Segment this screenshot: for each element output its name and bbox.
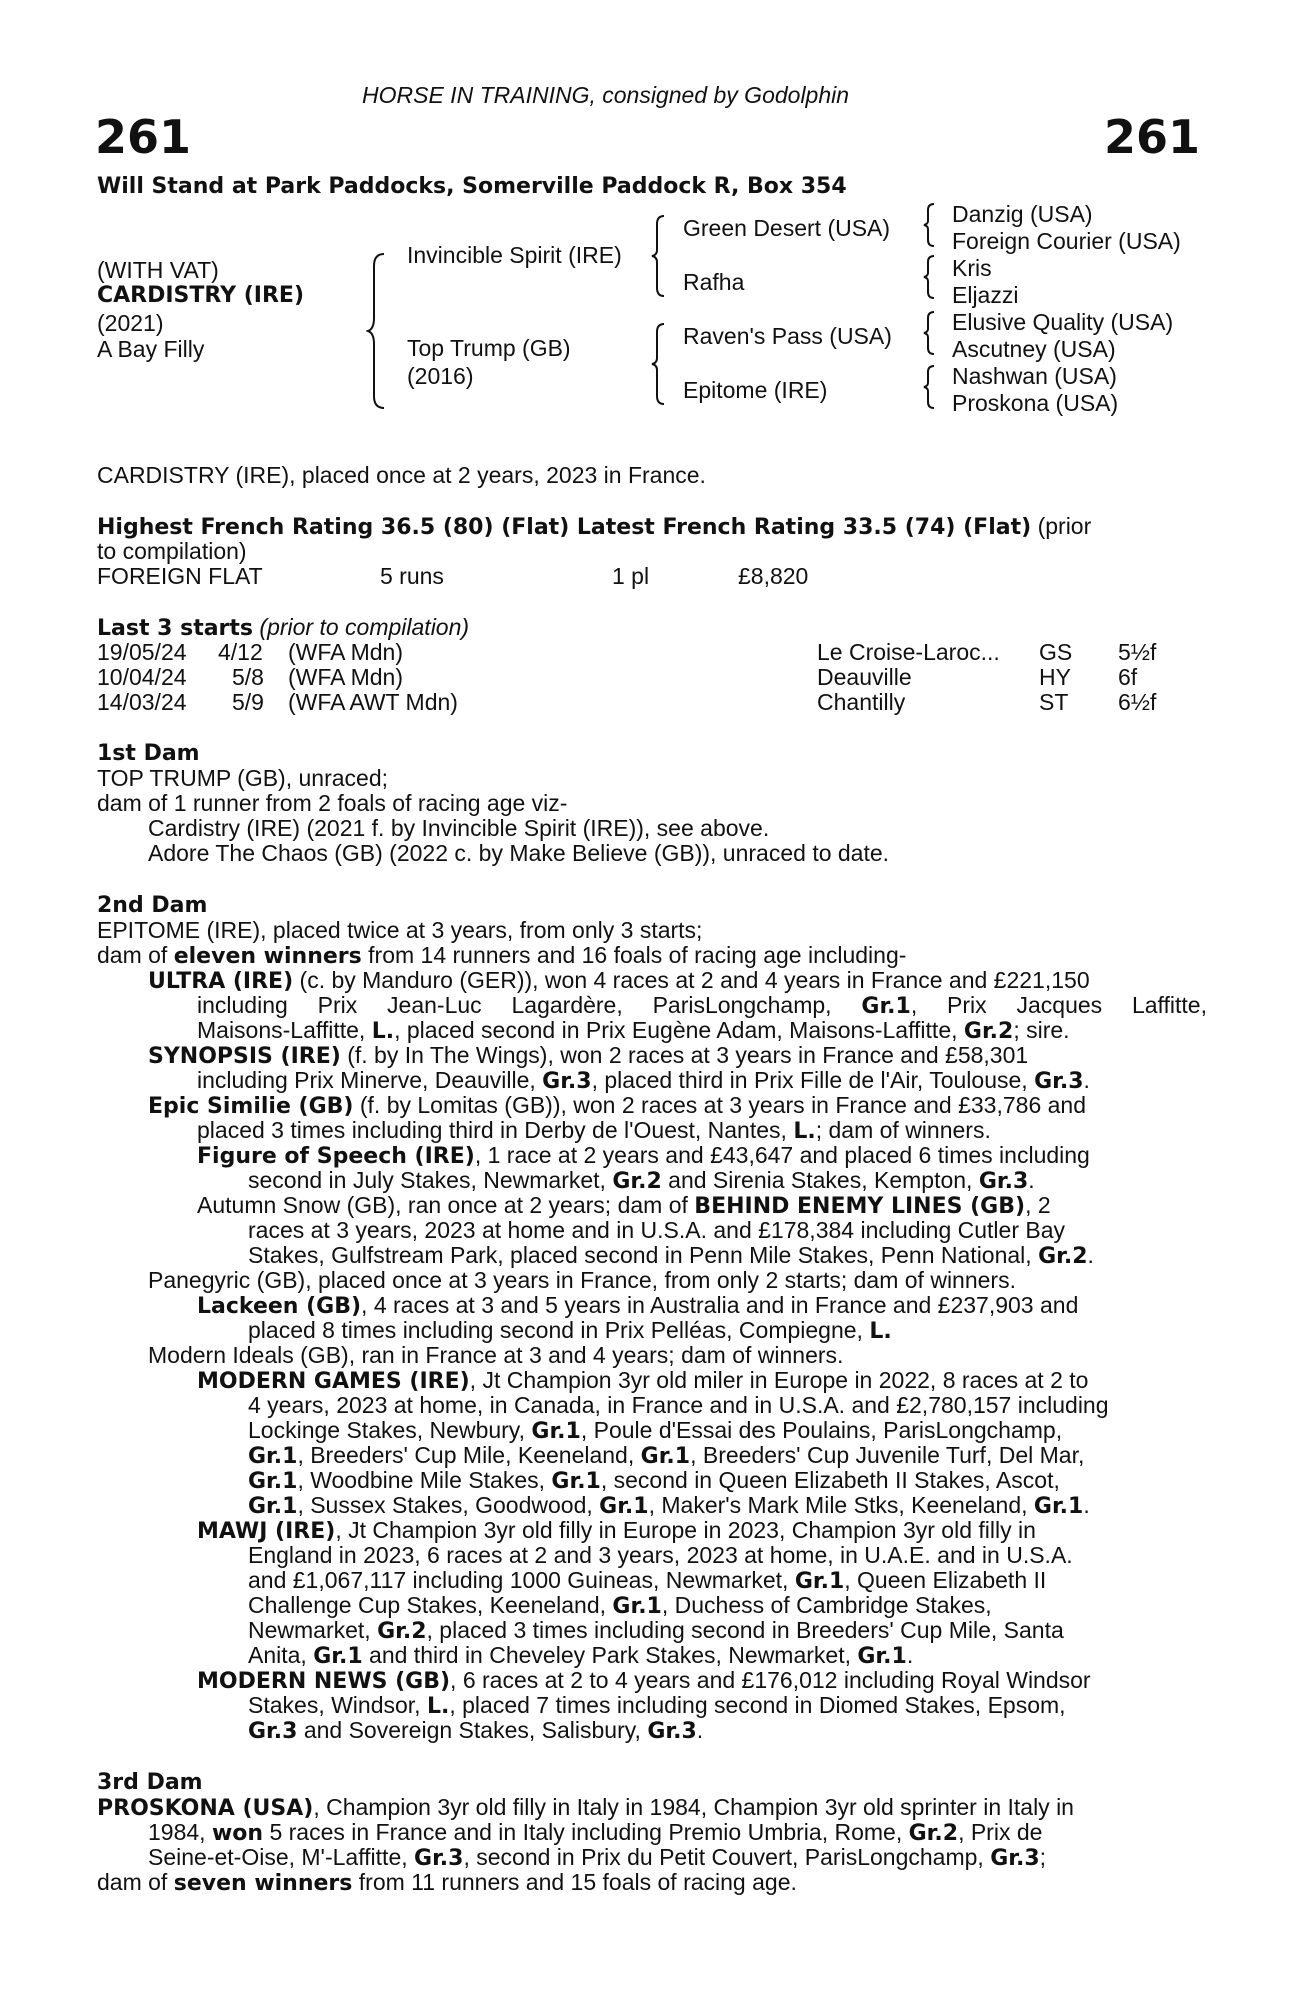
won: won — [211, 1821, 264, 1846]
last-starts-note: (prior to compilation) — [259, 614, 470, 640]
figure-line1 — [197, 1143, 1090, 1169]
start-date: 19/05/24 — [97, 639, 187, 665]
text: , second in Prix du Petit Couvert, ParisLongchamp, — [463, 1844, 991, 1870]
autumn-line2: races at 3 years, 2023 at home and in U.S.A. and £178,384 including Cutler Bay — [248, 1217, 1066, 1243]
dam3-heading: 3rd Dam — [97, 1770, 203, 1795]
text: placed 3 times including third in Derby de l'Ouest, Nantes, — [197, 1117, 794, 1143]
start-race: (WFA Mdn) — [288, 639, 404, 665]
grade-1: Gr.1 — [248, 1444, 298, 1469]
pedigree-dam: Top Trump (GB) — [407, 335, 571, 361]
text: dam of — [97, 942, 174, 968]
start-position: 4/12 — [218, 639, 263, 665]
horse-year: (2021) — [97, 310, 164, 336]
text: Stakes, Windsor, — [248, 1692, 427, 1718]
mawj-line2: England in 2023, 6 races at 2 and 3 years, 2023 at home, in U.A.E. and in U.S.A. — [248, 1542, 1073, 1568]
pedigree-g3-8: Proskona (USA) — [952, 390, 1119, 416]
dam3-line2 — [148, 1820, 1042, 1846]
grade-1: Gr.1 — [640, 1444, 691, 1469]
ultra-line2 — [197, 993, 1207, 1019]
listed: L. — [426, 1694, 450, 1719]
grade-3: Gr.3 — [978, 1169, 1029, 1194]
pedigree-sire: Invincible Spirit (IRE) — [407, 242, 622, 268]
text: Stakes, Gulfstream Park, placed second in Penn Mile Stakes, Penn National, — [248, 1242, 1039, 1268]
mg-line3 — [248, 1418, 1062, 1444]
grade-3: Gr.3 — [1034, 1069, 1084, 1094]
start-distance: 5½f — [1118, 639, 1157, 665]
start-course: Deauville — [817, 664, 912, 690]
text: ; dam of winners. — [815, 1117, 991, 1143]
grade-1: Gr.1 — [1033, 1494, 1084, 1519]
proskona-name: PROSKONA (USA) — [97, 1796, 314, 1821]
pedigree-brace-sire — [650, 214, 668, 298]
pedigree-dam-dam: Epitome (IRE) — [683, 377, 828, 403]
text: and £1,067,117 including 1000 Guineas, Newmarket, — [248, 1567, 795, 1593]
listed: L. — [793, 1119, 816, 1144]
pedigree-g3-4: Eljazzi — [952, 282, 1019, 308]
record-runs: 5 runs — [380, 563, 444, 589]
mn-line1 — [197, 1668, 1091, 1694]
mawj-name: MAWJ (IRE) — [197, 1519, 336, 1544]
text: , Prix de — [958, 1819, 1043, 1845]
mawj-line1 — [197, 1518, 1036, 1544]
mg-line1 — [197, 1368, 1088, 1394]
ratings-tail: (prior — [1037, 513, 1092, 539]
text: and Sovereign Stakes, Salisbury, — [297, 1717, 648, 1743]
pedigree-brace-main — [366, 252, 390, 410]
mawj-line4 — [248, 1593, 992, 1619]
text: Anita, — [248, 1642, 314, 1668]
mawj-line6 — [248, 1643, 913, 1669]
text: , placed second in Prix Eugène Adam, Maisons-Laffitte, — [394, 1017, 964, 1043]
figure-name: Figure of Speech (IRE) — [197, 1144, 475, 1169]
text: placed 8 times including second in Prix Pelléas, Compiegne, — [248, 1317, 870, 1343]
synopsis-name: SYNOPSIS (IRE) — [148, 1044, 341, 1069]
text: , placed 3 times including second in Breeders' Cup Mile, Santa — [426, 1617, 1064, 1643]
lackeen-line1 — [197, 1293, 1078, 1319]
lot-number-right: 261 — [1103, 110, 1200, 164]
pedigree-g3-1: Danzig (USA) — [952, 201, 1093, 227]
synopsis-line1 — [148, 1043, 1028, 1069]
mg-line2: 4 years, 2023 at home, in Canada, in France and in U.S.A. and £2,780,157 including — [248, 1392, 1109, 1418]
pedigree-sire-dam: Rafha — [683, 269, 745, 295]
text: , second in Queen Elizabeth II Stakes, Ascot, — [600, 1467, 1060, 1493]
text: 1984, — [148, 1819, 212, 1845]
pedigree-g3-5: Elusive Quality (USA) — [952, 309, 1174, 335]
start-going: HY — [1039, 664, 1071, 690]
vat-label: (WITH VAT) — [97, 257, 219, 283]
start-distance: 6½f — [1118, 689, 1157, 715]
epic-line1 — [148, 1093, 1086, 1119]
pedigree-brace-dam — [650, 322, 668, 406]
dam2-line1: EPITOME (IRE), placed twice at 3 years, from only 3 starts; — [97, 917, 703, 943]
text: . — [1083, 1067, 1090, 1093]
text: (c. by Manduro (GER)), won 4 races at 2 and 4 years in France and £221,150 — [293, 967, 1090, 993]
grade-1: Gr.1 — [531, 1419, 581, 1444]
mg-line5 — [248, 1468, 1060, 1494]
ultra-line1 — [148, 968, 1090, 994]
record-label: FOREIGN FLAT — [97, 563, 263, 589]
dam1-produce-2: Adore The Chaos (GB) (2022 c. by Make Believe (GB)), unraced to date. — [148, 840, 890, 866]
text: and Sirenia Stakes, Kempton, — [661, 1167, 979, 1193]
start-going: GS — [1039, 639, 1073, 665]
text: , Jt Champion 3yr old miler in Europe in 2022, 8 races at 2 to — [469, 1367, 1089, 1393]
pedigree-sire-sire: Green Desert (USA) — [683, 215, 891, 241]
horse-description: A Bay Filly — [97, 336, 205, 362]
start-distance: 6f — [1118, 664, 1138, 690]
grade-3: Gr.3 — [542, 1069, 592, 1094]
eleven-winners: eleven winners — [173, 944, 362, 969]
grade-1: Gr.1 — [861, 994, 911, 1019]
grade-1: Gr.1 — [313, 1644, 363, 1669]
mn-line3 — [248, 1718, 703, 1744]
lot-number-left: 261 — [95, 110, 192, 164]
pedigree-g3-2: Foreign Courier (USA) — [952, 228, 1181, 254]
text: , Prix Jacques Laffitte, — [910, 992, 1207, 1018]
dam2-line2 — [97, 943, 906, 969]
synopsis-line2 — [197, 1068, 1090, 1094]
start-race: (WFA Mdn) — [288, 664, 404, 690]
grade-3: Gr.3 — [990, 1846, 1040, 1871]
epic-name: Epic Similie (GB) — [148, 1094, 354, 1119]
text: . — [696, 1717, 704, 1743]
pedigree-g3-7: Nashwan (USA) — [952, 363, 1117, 389]
epic-line2 — [197, 1118, 991, 1144]
last-starts-heading — [97, 615, 469, 641]
grade-2: Gr.2 — [1038, 1244, 1088, 1269]
dam1-line2: dam of 1 runner from 2 foals of racing age viz- — [97, 790, 568, 816]
lackeen-line2 — [248, 1318, 892, 1344]
text: . — [906, 1642, 914, 1668]
mawj-line3 — [248, 1568, 1046, 1594]
grade-1: Gr.1 — [599, 1494, 649, 1519]
pedigree-brace-g3-1 — [922, 202, 938, 248]
behind-enemy-lines-name: BEHIND ENEMY LINES (GB) — [694, 1194, 1026, 1219]
text: Lockinge Stakes, Newbury, — [248, 1417, 532, 1443]
text: Seine-et-Oise, M'-Laffitte, — [148, 1844, 415, 1870]
grade-3: Gr.3 — [414, 1846, 464, 1871]
text: , Sussex Stakes, Goodwood, — [297, 1492, 600, 1518]
modern-games-name: MODERN GAMES (IRE) — [197, 1369, 470, 1394]
text: , Champion 3yr old filly in Italy in 1984, Champion 3yr old sprinter in Italy in — [313, 1794, 1074, 1820]
dam1-line1: TOP TRUMP (GB), unraced; — [97, 765, 389, 791]
dam3-line1 — [97, 1795, 1074, 1821]
pedigree-dam-year: (2016) — [407, 363, 474, 389]
autumn-line3 — [248, 1243, 1094, 1269]
start-going: ST — [1039, 689, 1069, 715]
pedigree-g3-3: Kris — [952, 255, 992, 281]
race-summary: CARDISTRY (IRE), placed once at 2 years, 2023 in France. — [97, 462, 706, 488]
start-course: Le Croise-Laroc... — [817, 639, 1000, 665]
text: and third in Cheveley Park Stakes, Newmarket, — [362, 1642, 858, 1668]
record-placed: 1 pl — [612, 563, 650, 589]
ultra-line3 — [197, 1018, 1070, 1044]
text: , placed 7 times including second in Diomed Stakes, Epsom, — [449, 1692, 1066, 1718]
grade-2: Gr.2 — [377, 1619, 427, 1644]
modern-ideals-line: Modern Ideals (GB), ran in France at 3 and 4 years; dam of winners. — [148, 1342, 844, 1368]
mawj-line5 — [248, 1618, 1064, 1644]
modern-news-name: MODERN NEWS (GB) — [197, 1669, 451, 1694]
stabling-info: Will Stand at Park Paddocks, Somerville Paddock R, Box 354 — [97, 174, 847, 199]
grade-1: Gr.1 — [551, 1469, 601, 1494]
text: Challenge Cup Stakes, Keeneland, — [248, 1592, 613, 1618]
grade-2: Gr.2 — [612, 1169, 662, 1194]
grade-1: Gr.1 — [612, 1594, 662, 1619]
text: , Woodbine Mile Stakes, — [297, 1467, 552, 1493]
dam2-heading: 2nd Dam — [97, 893, 208, 918]
pedigree-brace-g3-4 — [922, 364, 938, 410]
text: , Jt Champion 3yr old filly in Europe in 2023, Champion 3yr old filly in — [335, 1517, 1036, 1543]
text: . — [1028, 1167, 1035, 1193]
start-position: 5/9 — [232, 689, 264, 715]
text: ; sire. — [1013, 1017, 1070, 1043]
text: including Prix Jean-Luc Lagardère, ParisLongchamp, — [197, 992, 862, 1018]
text: , placed third in Prix Fille de l'Air, Toulouse, — [591, 1067, 1035, 1093]
start-date: 14/03/24 — [97, 689, 187, 715]
autumn-line1 — [197, 1193, 1051, 1219]
start-position: 5/8 — [232, 664, 264, 690]
text: including Prix Minerve, Deauville, — [197, 1067, 543, 1093]
horse-name: CARDISTRY (IRE) — [97, 283, 305, 308]
text: , Breeders' Cup Juvenile Turf, Del Mar, — [690, 1442, 1085, 1468]
grade-3: Gr.3 — [647, 1719, 697, 1744]
record-earnings: £8,820 — [738, 563, 809, 589]
pedigree-dam-sire: Raven's Pass (USA) — [683, 323, 892, 349]
text: , Maker's Mark Mile Stks, Keeneland, — [648, 1492, 1034, 1518]
text: from 11 runners and 15 foals of racing age. — [352, 1869, 797, 1895]
text: , Duchess of Cambridge Stakes, — [661, 1592, 992, 1618]
mg-line4 — [248, 1443, 1084, 1469]
text: dam of — [97, 1869, 174, 1895]
text: (f. by In The Wings), won 2 races at 3 years in France and £58,301 — [340, 1042, 1029, 1068]
grade-2: Gr.2 — [908, 1821, 959, 1846]
text: , 4 races at 3 and 5 years in Australia and in France and £237,903 and — [361, 1292, 1079, 1318]
pedigree-g3-6: Ascutney (USA) — [952, 336, 1116, 362]
dam1-heading: 1st Dam — [97, 741, 200, 766]
text: ; — [1039, 1844, 1047, 1870]
pedigree-brace-g3-3 — [922, 310, 938, 356]
figure-line2 — [248, 1168, 1035, 1194]
grade-2: Gr.2 — [963, 1019, 1014, 1044]
grade-1: Gr.1 — [857, 1644, 907, 1669]
text: , Queen Elizabeth II — [844, 1567, 1047, 1593]
last-starts-title: Last 3 starts — [97, 616, 254, 641]
dam3-line4 — [97, 1870, 797, 1896]
text: Newmarket, — [248, 1617, 378, 1643]
ratings-tail-2: to compilation) — [97, 538, 247, 564]
consignment-heading: HORSE IN TRAINING, consigned by Godolphin — [362, 82, 850, 108]
text: Maisons-Laffitte, — [197, 1017, 372, 1043]
listed: L. — [869, 1319, 892, 1344]
text: . — [1087, 1242, 1094, 1268]
dam1-produce-1: Cardistry (IRE) (2021 f. by Invincible Spirit (IRE)), see above. — [148, 815, 770, 841]
text: (f. by Lomitas (GB)), won 2 races at 3 years in France and £33,786 and — [353, 1092, 1086, 1118]
grade-1: Gr.1 — [248, 1469, 298, 1494]
lackeen-name: Lackeen (GB) — [197, 1294, 362, 1319]
seven-winners: seven winners — [173, 1871, 353, 1896]
ratings-bold: Highest French Rating 36.5 (80) (Flat) Latest French Rating 33.5 (74) (Flat) — [97, 515, 1032, 540]
start-course: Chantilly — [817, 689, 906, 715]
text: , Breeders' Cup Mile, Keeneland, — [297, 1442, 641, 1468]
text: , 1 race at 2 years and £43,647 and placed 6 times including — [474, 1142, 1090, 1168]
ratings-line — [97, 514, 1091, 540]
grade-3: Gr.3 — [248, 1719, 298, 1744]
mn-line2 — [248, 1693, 1066, 1719]
text: , 6 races at 2 to 4 years and £176,012 including Royal Windsor — [450, 1667, 1091, 1693]
text: , 2 — [1025, 1192, 1051, 1218]
text: , Poule d'Essai des Poulains, ParisLongchamp, — [580, 1417, 1063, 1443]
pedigree-brace-g3-2 — [922, 254, 938, 300]
text: Autumn Snow (GB), ran once at 2 years; dam of — [197, 1192, 695, 1218]
text: from 14 runners and 16 foals of racing age including- — [361, 942, 907, 968]
dam3-line3 — [148, 1845, 1046, 1871]
text: 5 races in France and in Italy including Premio Umbria, Rome, — [263, 1819, 909, 1845]
text: second in July Stakes, Newmarket, — [248, 1167, 613, 1193]
ultra-name: ULTRA (IRE) — [148, 969, 294, 994]
mg-line6 — [248, 1493, 1090, 1519]
listed: L. — [371, 1019, 395, 1044]
start-race: (WFA AWT Mdn) — [288, 689, 458, 715]
panegyric-line: Panegyric (GB), placed once at 3 years in France, from only 2 starts; dam of winners. — [148, 1267, 1016, 1293]
grade-1: Gr.1 — [248, 1494, 298, 1519]
text: . — [1083, 1492, 1090, 1518]
start-date: 10/04/24 — [97, 664, 187, 690]
grade-1: Gr.1 — [794, 1569, 845, 1594]
